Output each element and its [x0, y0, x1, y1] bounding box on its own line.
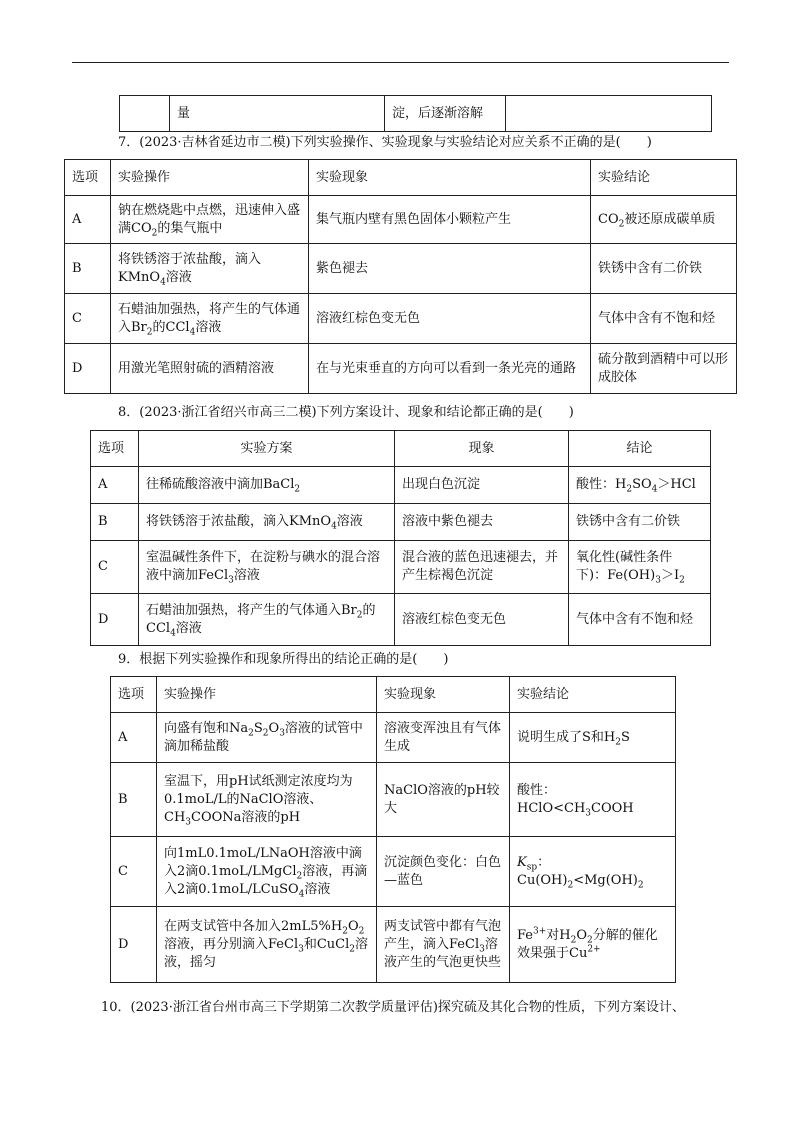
header-cell: 实验操作: [157, 677, 377, 713]
operation-cell: 往稀硫酸溶液中滴加BaCl$_2$: [139, 467, 395, 504]
conclusion-cell: $CO_2$被还原成碳单质: [591, 196, 737, 244]
question-8-stem: 8．(2023·浙江省绍兴市高三二模)下列方案设计、现象和结论都正确的是( ): [118, 405, 574, 420]
phenomenon-cell: 溶液红棕色变无色: [309, 294, 591, 344]
question-7-table: [64, 159, 737, 394]
operation-cell: 石蜡油加强热，将产生的气体通入$Br_2$的CCl$_4$溶液: [111, 294, 309, 344]
question-10-stem: 10．(2023·浙江省台州市高三下学期第二次教学质量评估)探究硫及其化合物的性质，下列方案设计、: [101, 1000, 685, 1015]
operation-cell: 向1mL0.1moL/LNaOH溶液中滴入2滴0.1moL/LMgCl$_2$溶液，再滴入2滴0.1moL/LCuSO$_4$溶液: [157, 837, 377, 907]
phenomenon-cell: 溶液变浑浊且有气体生成: [377, 713, 510, 763]
header-cell: 实验操作: [111, 160, 309, 196]
conclusion-cell: $Fe^{3+}$对$H_2O_2$分解的催化效果强于$Cu^{2+}$: [510, 907, 676, 983]
phenomenon-cell: 紫色褪去: [309, 244, 591, 294]
fragment-cell: [120, 96, 170, 132]
phenomenon-cell: 在与光束垂直的方向可以看到一条光亮的通路: [309, 344, 591, 394]
fragment-cell: 量: [170, 96, 385, 132]
phenomenon-cell: 溶液中紫色褪去: [395, 504, 569, 541]
header-cell: 实验结论: [510, 677, 676, 713]
operation-cell: 向盛有饱和$Na_2S_2O_3$溶液的试管中滴加稀盐酸: [157, 713, 377, 763]
operation-cell: 室温碱性条件下，在淀粉与碘水的混合溶液中滴加FeCl$_3$溶液: [139, 541, 395, 594]
option-cell: D: [91, 594, 139, 646]
header-cell: 实验方案: [139, 431, 395, 467]
conclusion-cell: $K_{sp}$：$Cu(OH)_2<Mg(OH)_2$: [510, 837, 676, 907]
operation-cell: 将铁锈溶于浓盐酸，滴入KMnO$_4$溶液: [139, 504, 395, 541]
header-cell: 现象: [395, 431, 569, 467]
operation-cell: 钠在燃烧匙中点燃，迅速伸入盛满$CO_2$的集气瓶中: [111, 196, 309, 244]
option-cell: D: [111, 907, 157, 983]
fragment-cell: 淀，后逐渐溶解: [385, 96, 506, 132]
fragment-cell: [506, 96, 712, 132]
phenomenon-cell: 混合液的蓝色迅速褪去，并产生棕褐色沉淀: [395, 541, 569, 594]
option-cell: C: [65, 294, 111, 344]
header-cell: 实验结论: [591, 160, 737, 196]
phenomenon-cell: 沉淀颜色变化：白色—蓝色: [377, 837, 510, 907]
conclusion-cell: 酸性：$H_2SO_4>HCl$: [569, 467, 711, 504]
header-cell: 实验现象: [309, 160, 591, 196]
header-rule: [72, 62, 729, 63]
header-cell: 实验现象: [377, 677, 510, 713]
option-cell: B: [111, 763, 157, 837]
header-cell: 选项: [111, 677, 157, 713]
option-cell: B: [91, 504, 139, 541]
conclusion-cell: 酸性： $HClO<CH_3COOH$: [510, 763, 676, 837]
question-9-table: [110, 676, 676, 983]
operation-cell: 用激光笔照射硫的酒精溶液: [111, 344, 309, 394]
top-table-fragment: [119, 95, 712, 132]
question-7-stem: 7．(2023·吉林省延边市二模)下列实验操作、实验现象与实验结论对应关系不正确的是( ): [118, 135, 652, 150]
option-cell: C: [111, 837, 157, 907]
phenomenon-cell: NaClO溶液的pH较大: [377, 763, 510, 837]
option-cell: C: [91, 541, 139, 594]
phenomenon-cell: 出现白色沉淀: [395, 467, 569, 504]
option-cell: A: [91, 467, 139, 504]
phenomenon-cell: 集气瓶内壁有黑色固体小颗粒产生: [309, 196, 591, 244]
question-9-stem: 9．根据下列实验操作和现象所得出的结论正确的是( ): [118, 652, 449, 667]
conclusion-cell: 气体中含有不饱和烃: [591, 294, 737, 344]
header-cell: 选项: [91, 431, 139, 467]
conclusion-cell: 硫分散到酒精中可以形成胶体: [591, 344, 737, 394]
option-cell: B: [65, 244, 111, 294]
option-cell: A: [111, 713, 157, 763]
operation-cell: 室温下，用pH试纸测定浓度均为0.1moL/L的NaClO溶液、$CH_3COONa$溶液的pH: [157, 763, 377, 837]
option-cell: A: [65, 196, 111, 244]
header-cell: 结论: [569, 431, 711, 467]
conclusion-cell: 铁锈中含有二价铁: [591, 244, 737, 294]
phenomenon-cell: 溶液红棕色变无色: [395, 594, 569, 646]
option-cell: D: [65, 344, 111, 394]
operation-cell: 将铁锈溶于浓盐酸，滴入KMnO$_4$溶液: [111, 244, 309, 294]
question-8-table: [90, 430, 711, 646]
conclusion-cell: 说明生成了S和$H_2S$: [510, 713, 676, 763]
conclusion-cell: 铁锈中含有二价铁: [569, 504, 711, 541]
conclusion-cell: 氧化性(碱性条件下)：$Fe(OH)_3>I_2$: [569, 541, 711, 594]
operation-cell: 在两支试管中各加入$2mL5\%H_2O_2$溶液，再分别滴入FeCl$_3$和CuCl$_2$溶液，摇匀: [157, 907, 377, 983]
operation-cell: 石蜡油加强热，将产生的气体通入$Br_2$的CCl$_4$溶液: [139, 594, 395, 646]
header-cell: 选项: [65, 160, 111, 196]
conclusion-cell: 气体中含有不饱和烃: [569, 594, 711, 646]
phenomenon-cell: 两支试管中都有气泡产生，滴入FeCl$_3$溶液产生的气泡更快些: [377, 907, 510, 983]
